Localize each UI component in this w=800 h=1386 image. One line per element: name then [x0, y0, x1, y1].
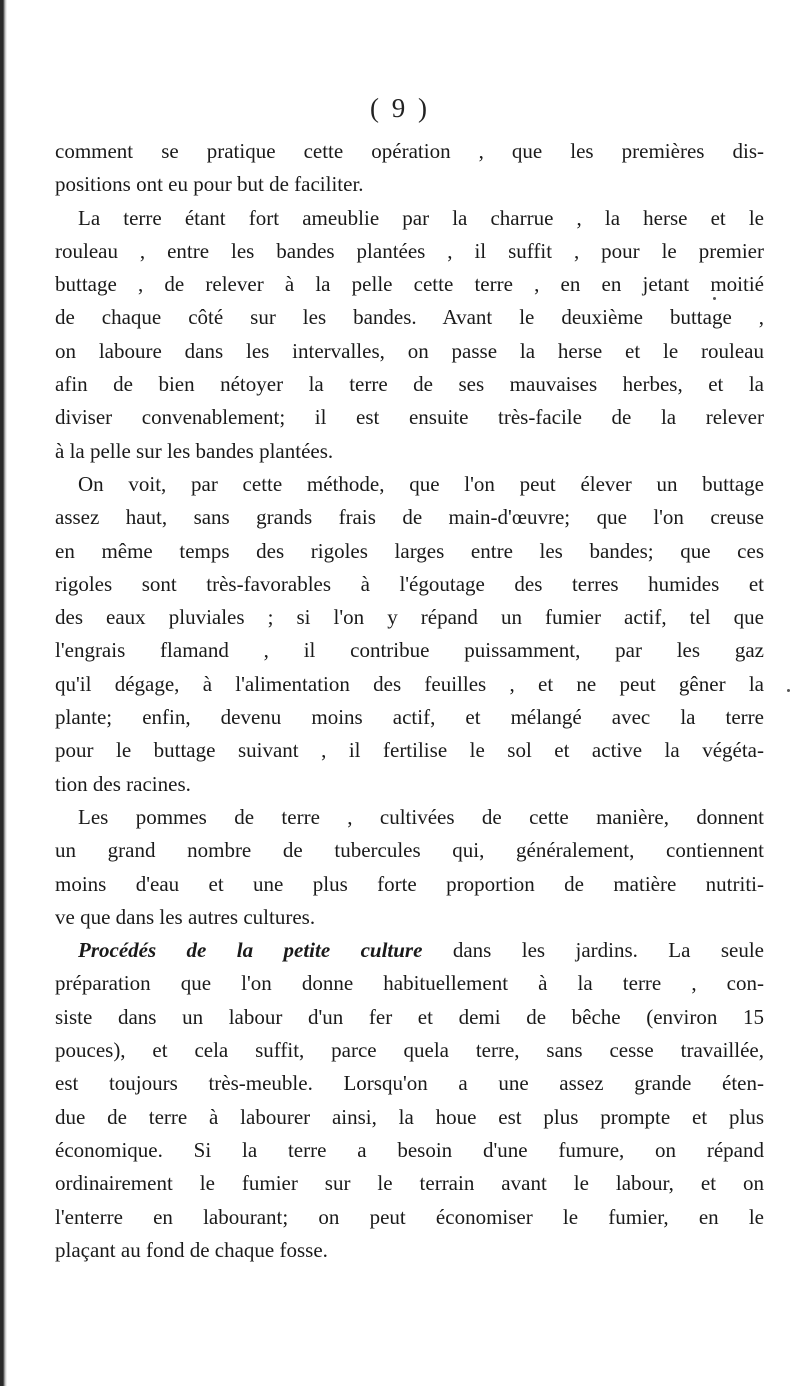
text-line: On voit, par cette méthode, que l'on peut élever un buttage [78, 471, 764, 496]
text-line: qu'il dégage, à l'alimentation des feuilles , et ne peut gêner la [55, 671, 764, 696]
text-line: due de terre à labourer ainsi, la houe est plus prompte et plus [55, 1104, 764, 1129]
text-line: ve que dans les autres cultures. [55, 904, 316, 929]
text-line [55, 934, 764, 967]
text-line: pouces), et cela suffit, parce quela terre, sans cesse travaillée, [55, 1038, 764, 1063]
text-line-rest: dans les jardins. La seule [452, 938, 765, 963]
text-line: tion des racines. [55, 771, 191, 796]
text-line: Les pommes de terre , cultivées de cette manière, donnent [78, 804, 764, 829]
text-line: en même temps des rigoles larges entre les bandes; que ces [55, 538, 764, 563]
text-line: de chaque côté sur les bandes. Avant le deuxième buttage , [55, 305, 764, 330]
paper-speck [713, 297, 716, 300]
text-line: préparation que l'on donne habituellement à la terre , con- [55, 971, 764, 996]
text-line: pour le buttage suivant , il fertilise le sol et active la végéta- [55, 738, 764, 763]
text-line: plante; enfin, devenu moins actif, et mélangé avec la terre [55, 705, 764, 730]
text-line: l'enterre en labourant; on peut économiser le fumier, en le [55, 1204, 764, 1229]
page-binding-edge [0, 0, 7, 1386]
paper-speck [787, 689, 790, 692]
text-line: La terre étant fort ameublie par la charrue , la herse et le [78, 205, 764, 230]
text-line: économique. Si la terre a besoin d'une fumure, on répand [55, 1137, 764, 1162]
text-line: buttage , de relever à la pelle cette terre , en en jetant moitié [55, 272, 764, 297]
text-line: un grand nombre de tubercules qui, généralement, contiennent [55, 838, 764, 863]
page-number: ( 9 ) [370, 93, 430, 123]
body-text [55, 135, 764, 1267]
text-line: moins d'eau et une plus forte proportion de matière nutriti- [55, 871, 764, 896]
text-line: plaçant au fond de chaque fosse. [55, 1237, 328, 1262]
text-line: diviser convenablement; il est ensuite très-facile de la relever [55, 405, 764, 430]
text-line: à la pelle sur les bandes plantées. [55, 438, 334, 463]
text-line: rigoles sont très-favorables à l'égoutage des terres humides et [55, 571, 764, 596]
section-heading: Procédés de la petite culture [78, 938, 423, 963]
text-line: rouleau , entre les bandes plantées , il suffit , pour le premier [55, 238, 764, 263]
text-line: siste dans un labour d'un fer et demi de bêche (environ 15 [55, 1004, 764, 1029]
text-line: l'engrais flamand , il contribue puissamment, par les gaz [55, 638, 764, 663]
text-line: est toujours très-meuble. Lorsqu'on a une assez grande éten- [55, 1071, 764, 1096]
text-line: afin de bien nétoyer la terre de ses mauvaises herbes, et la [55, 372, 764, 397]
text-line: des eaux pluviales ; si l'on y répand un fumier actif, tel que [55, 605, 764, 630]
text-line: positions ont eu pour but de faciliter. [55, 172, 364, 197]
text-line: ordinairement le fumier sur le terrain avant le labour, et on [55, 1171, 764, 1196]
text-line: assez haut, sans grands frais de main-d'œuvre; que l'on creuse [55, 505, 764, 530]
text-line: on laboure dans les intervalles, on passe la herse et le rouleau [55, 338, 764, 363]
text-line: comment se pratique cette opération , que les premières dis- [55, 139, 764, 163]
